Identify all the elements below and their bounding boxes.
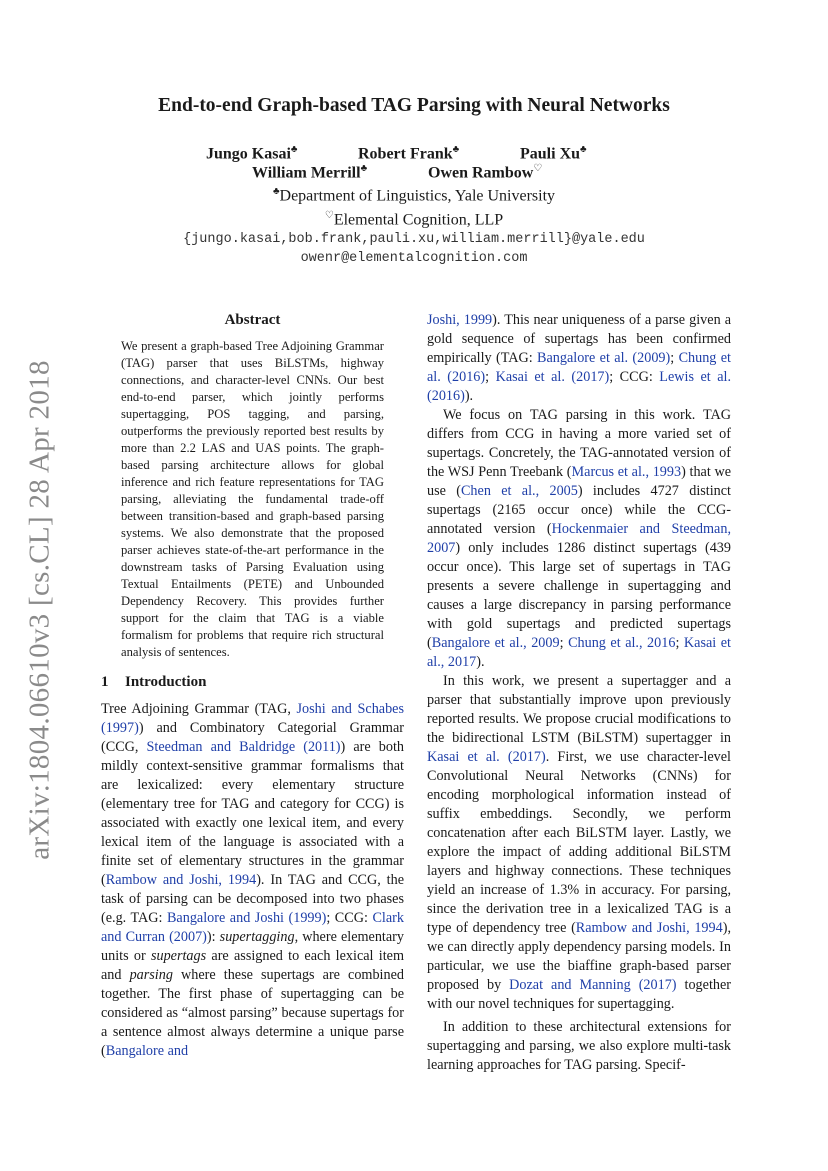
author-block — [0, 144, 828, 269]
citation-link[interactable]: Clark and Curran (2007) — [101, 910, 404, 945]
citation-link[interactable]: Bangalore and — [105, 1043, 189, 1059]
abstract-text: We present a graph-based Tree Adjoining Grammar (TAG) parser that uses BiLSTMs, highway connections, and character-level CNNs. Our best end-to-end parser, which jointly performs supertagging, POS tagging, and parsing, outperforms the previously reported best results by more than 2.2 LAS and UAS points. The graph-based parsing architecture allows for global inference and rich feature representations for TAG parsing, alleviating the fundamental trade-off between transition-based and graph-based parsing systems. We also demonstrate that the proposed parser achieves state-of-the-art performance in the downstream tasks of Parsing Evaluation using Textual Entailments (PETE) and Unbounded Dependency Recovery. This provides further support for the claim that TAG is a viable formalism for problems that require rich structural analysis of sentences. — [121, 339, 384, 659]
email-yale: {jungo.kasai,bob.frank,pauli.xu,william.merrill}@yale.edu — [183, 231, 645, 247]
author-frank: Robert Frank♣ — [358, 144, 460, 163]
citation-link[interactable]: Joshi and Schabes (1997) — [101, 701, 404, 736]
citation-link[interactable]: Chung et al., 2016 — [568, 635, 676, 651]
author-row-2 — [0, 163, 828, 182]
intro-paragraph-1-continued: Joshi, 1999). This near uniqueness of a parse given a gold sequence of supertags has been confirmed empirically (TAG: Bangalore et al. (2009); Chung et al. (2016); Kasai et al. (2017); CCG: Lewis et al. (2016)). — [427, 312, 731, 404]
intro-paragraph-4: In addition to these architectural extensions for supertagging and parsing, we also explore multi-task learning approaches for TAG parsing. Specif- — [427, 1019, 731, 1073]
citation-link[interactable]: Chung et al. (2016) — [427, 350, 731, 385]
citation-link[interactable]: Bangalore et al. (2009) — [537, 350, 671, 366]
affiliation-yale: ♣Department of Linguistics, Yale University — [272, 186, 556, 205]
citation-link[interactable]: Chen et al., 2005 — [460, 483, 578, 499]
section-heading-introduction — [101, 673, 404, 692]
citation-link[interactable]: Kasai et al., 2017 — [427, 635, 731, 670]
citation-link[interactable]: Dozat and Manning (2017) — [509, 977, 677, 993]
author-xu: Pauli Xu♣ — [520, 144, 587, 163]
citation-link[interactable]: Marcus et al., 1993 — [571, 464, 682, 480]
section-number: 1 — [101, 674, 109, 690]
abstract-heading: Abstract — [224, 312, 281, 328]
paper-title: End-to-end Graph-based TAG Parsing with Neural Networks — [158, 95, 670, 116]
citation-link[interactable]: Lewis et al. (2016) — [427, 369, 731, 404]
citation-link[interactable]: Rambow and Joshi, 1994 — [105, 872, 257, 888]
section-title: Introduction — [125, 674, 207, 690]
citation-link[interactable]: Rambow and Joshi, 1994 — [575, 920, 723, 936]
arxiv-sidebar-identifier — [20, 360, 60, 860]
citation-link[interactable]: Joshi, 1999 — [427, 312, 493, 328]
author-rambow: Owen Rambow♡ — [428, 163, 543, 182]
citation-link[interactable]: Kasai et al. (2017) — [495, 369, 610, 385]
author-merrill: William Merrill♣ — [252, 163, 368, 182]
intro-paragraph-3: In this work, we present a supertagger and a parser that substantially improve upon previously reported results. We propose crucial modifications to the bidirectional LSTM (BiLSTM) supertagger in Kasai et al. (2017). First, we use character-level Convolutional Neural Networks (CNNs) for encoding morphological information instead of suffix embeddings. Secondly, we perform concatenation after each BiLSTM layer. Lastly, we explore the impact of adding additional BiLSTM layers and highway connections. These techniques yield an increase of 1.3% in accuracy. For parsing, since the derivation tree in a lexicalized TAG is a type of dependency tree (Rambow and Joshi, 1994), we can directly apply dependency parsing models. In particular, we use the biaffine graph-based parser proposed by Dozat and Manning (2017) together with our novel techniques for supertagging. — [427, 673, 731, 1012]
citation-link[interactable]: Bangalore et al., 2009 — [431, 635, 560, 651]
left-column — [101, 311, 404, 1061]
affiliation-elemental: ♡Elemental Cognition, LLP — [324, 209, 504, 229]
email-elemental: owenr@elementalcognition.com — [300, 251, 528, 267]
author-kasai: Jungo Kasai♣ — [206, 144, 298, 163]
citation-link[interactable]: Steedman and Baldridge (2011) — [146, 739, 341, 755]
arxiv-id-text: arXiv:1804.06610v3 [cs.CL] 28 Apr 2018 — [23, 360, 56, 860]
intro-paragraph-1: Tree Adjoining Grammar (TAG, Joshi and Schabes (1997)) and Combinatory Categorial Grammar (CCG, Steedman and Baldridge (2011)) are both mildly context-sensitive grammar formalisms that are lexicalized: every elementary structure (elementary tree for TAG and category for CCG) is associated with exactly one lexical item, and every lexical item of the language is associated with a finite set of elementary structures in the grammar (Rambow and Joshi, 1994). In TAG and CCG, the task of parsing can be decomposed into two phases (e.g. TAG: Bangalore and Joshi (1999); CCG: Clark and Curran (2007)): supertagging, where elementary units or supertags are assigned to each lexical item and parsing where these supertags are combined together. The first phase of supertagging can be considered as “almost parsing” because supertags for a sentence almost always determine a unique parse (Bangalore and — [101, 701, 405, 1059]
citation-link[interactable]: Bangalore and Joshi (1999) — [166, 910, 327, 926]
right-column — [427, 311, 731, 1075]
intro-paragraph-2: We focus on TAG parsing in this work. TAG differs from CCG in having a more varied set of supertags. Concretely, the TAG-annotated version of the WSJ Penn Treebank (Marcus et al., 1993) that we use (Chen et al., 2005) includes 4727 distinct supertags (2165 occur once) while the CCG-annotated version (Hockenmaier and Steedman, 2007) only includes 1286 distinct supertags (439 occur once). This large set of supertags in TAG presents a severe challenge in supertagging and causes a large discrepancy in parsing performance with gold supertags and predicted supertags (Bangalore et al., 2009; Chung et al., 2016; Kasai et al., 2017). — [427, 407, 732, 670]
citation-link[interactable]: Hockenmaier and Steedman, 2007 — [427, 521, 731, 556]
citation-link[interactable]: Kasai et al. (2017) — [427, 749, 546, 765]
author-row-1 — [0, 144, 828, 163]
